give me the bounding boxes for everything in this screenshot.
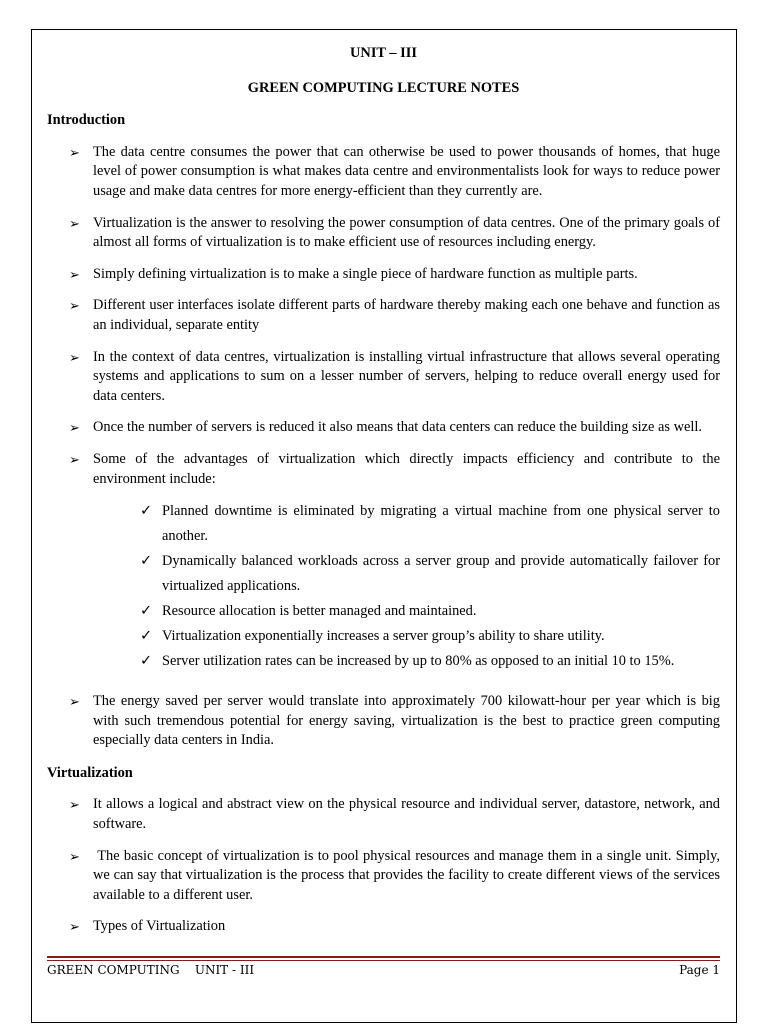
document-body <box>47 40 724 937</box>
footer-rule-thick <box>47 956 720 958</box>
virtualization-heading: Virtualization <box>47 764 133 781</box>
checkmark-icon: ✓ <box>140 553 153 570</box>
list-item: ➢ Types of Virtualization <box>47 917 720 937</box>
check-item: ✓ Planned downtime is eliminated by migrating a virtual machine from one physical server to another. <box>47 499 720 549</box>
arrow-bullet-icon: ➢ <box>69 215 80 231</box>
list-item: ➢ Once the number of servers is reduced it also means that data centers can reduce the building size as well. <box>47 418 720 438</box>
footer-rule-thin <box>47 960 720 961</box>
arrow-bullet-icon: ➢ <box>69 797 80 813</box>
list-item: ➢ Simply defining virtualization is to make a single piece of hardware function as multiple parts. <box>47 265 720 285</box>
checkmark-icon: ✓ <box>140 603 153 620</box>
check-item: ✓ Server utilization rates can be increased by up to 80% as opposed to an initial 10 to 15%. <box>47 649 720 674</box>
list-item: ➢ Virtualization is the answer to resolving the power consumption of data centres. One of the primary goals of almost all forms of virtualization is to make efficient use of resources including energy. <box>69 214 720 251</box>
list-item: ➢ Some of the advantages of virtualization which directly impacts efficiency and contribute to the environment include: <box>69 450 720 487</box>
arrow-bullet-icon: ➢ <box>69 848 80 864</box>
arrow-bullet-icon: ➢ <box>69 420 80 436</box>
intro-heading: Introduction <box>47 112 126 129</box>
arrow-bullet-icon: ➢ <box>69 266 80 282</box>
list-item: ➢ The basic concept of virtualization is to pool physical resources and manage them in a single unit. Simply, we can say that virtualization is the process that provides the facility to create different views of the services available to a different user. <box>69 847 724 903</box>
page-title: GREEN COMPUTING LECTURE NOTES <box>247 79 520 96</box>
unit-label: UNIT – III <box>350 45 417 61</box>
checkmark-icon: ✓ <box>140 503 153 520</box>
advantages-list <box>47 499 720 674</box>
arrow-bullet-icon: ➢ <box>69 144 80 160</box>
arrow-bullet-icon: ➢ <box>69 451 80 467</box>
footer-title: GREEN COMPUTING UNIT - III <box>47 963 255 977</box>
checkmark-icon: ✓ <box>140 653 153 670</box>
arrow-bullet-icon: ➢ <box>69 349 80 365</box>
checkmark-icon: ✓ <box>140 628 153 645</box>
arrow-bullet-icon: ➢ <box>69 919 80 935</box>
list-item: ➢ In the context of data centres, virtualization is installing virtual infrastructure that allows several operating systems and applications to sum on a lesser number of servers, helping to reduce overall energy used for data centers. <box>69 348 720 404</box>
list-item: ➢ The data centre consumes the power that can otherwise be used to power thousands of homes, that huge level of power consumption is what makes data centre and environmentalists look for ways to reduce power usage and make data centres for more energy-efficient than they currently are. <box>69 143 720 199</box>
check-item: ✓ Virtualization exponentially increases a server group’s ability to share utility. <box>47 624 720 649</box>
page-number: Page 1 <box>679 963 720 977</box>
arrow-bullet-icon: ➢ <box>69 298 80 314</box>
arrow-bullet-icon: ➢ <box>69 694 80 710</box>
list-item: ➢ Different user interfaces isolate different parts of hardware thereby making each one behave and function as an individual, separate entity <box>69 297 720 333</box>
list-item: ➢ The energy saved per server would translate into approximately 700 kilowatt-hour per year which is big with such tremendous potential for energy saving, virtualization is the best to practice green computing especially data centers in India. <box>69 693 720 749</box>
check-item: ✓ Resource allocation is better managed and maintained. <box>47 599 720 624</box>
check-item: ✓ Dynamically balanced workloads across a server group and provide automatically failover for virtualized applications. <box>47 549 720 599</box>
list-item: ➢ It allows a logical and abstract view on the physical resource and individual server, datastore, network, and software. <box>69 796 720 833</box>
